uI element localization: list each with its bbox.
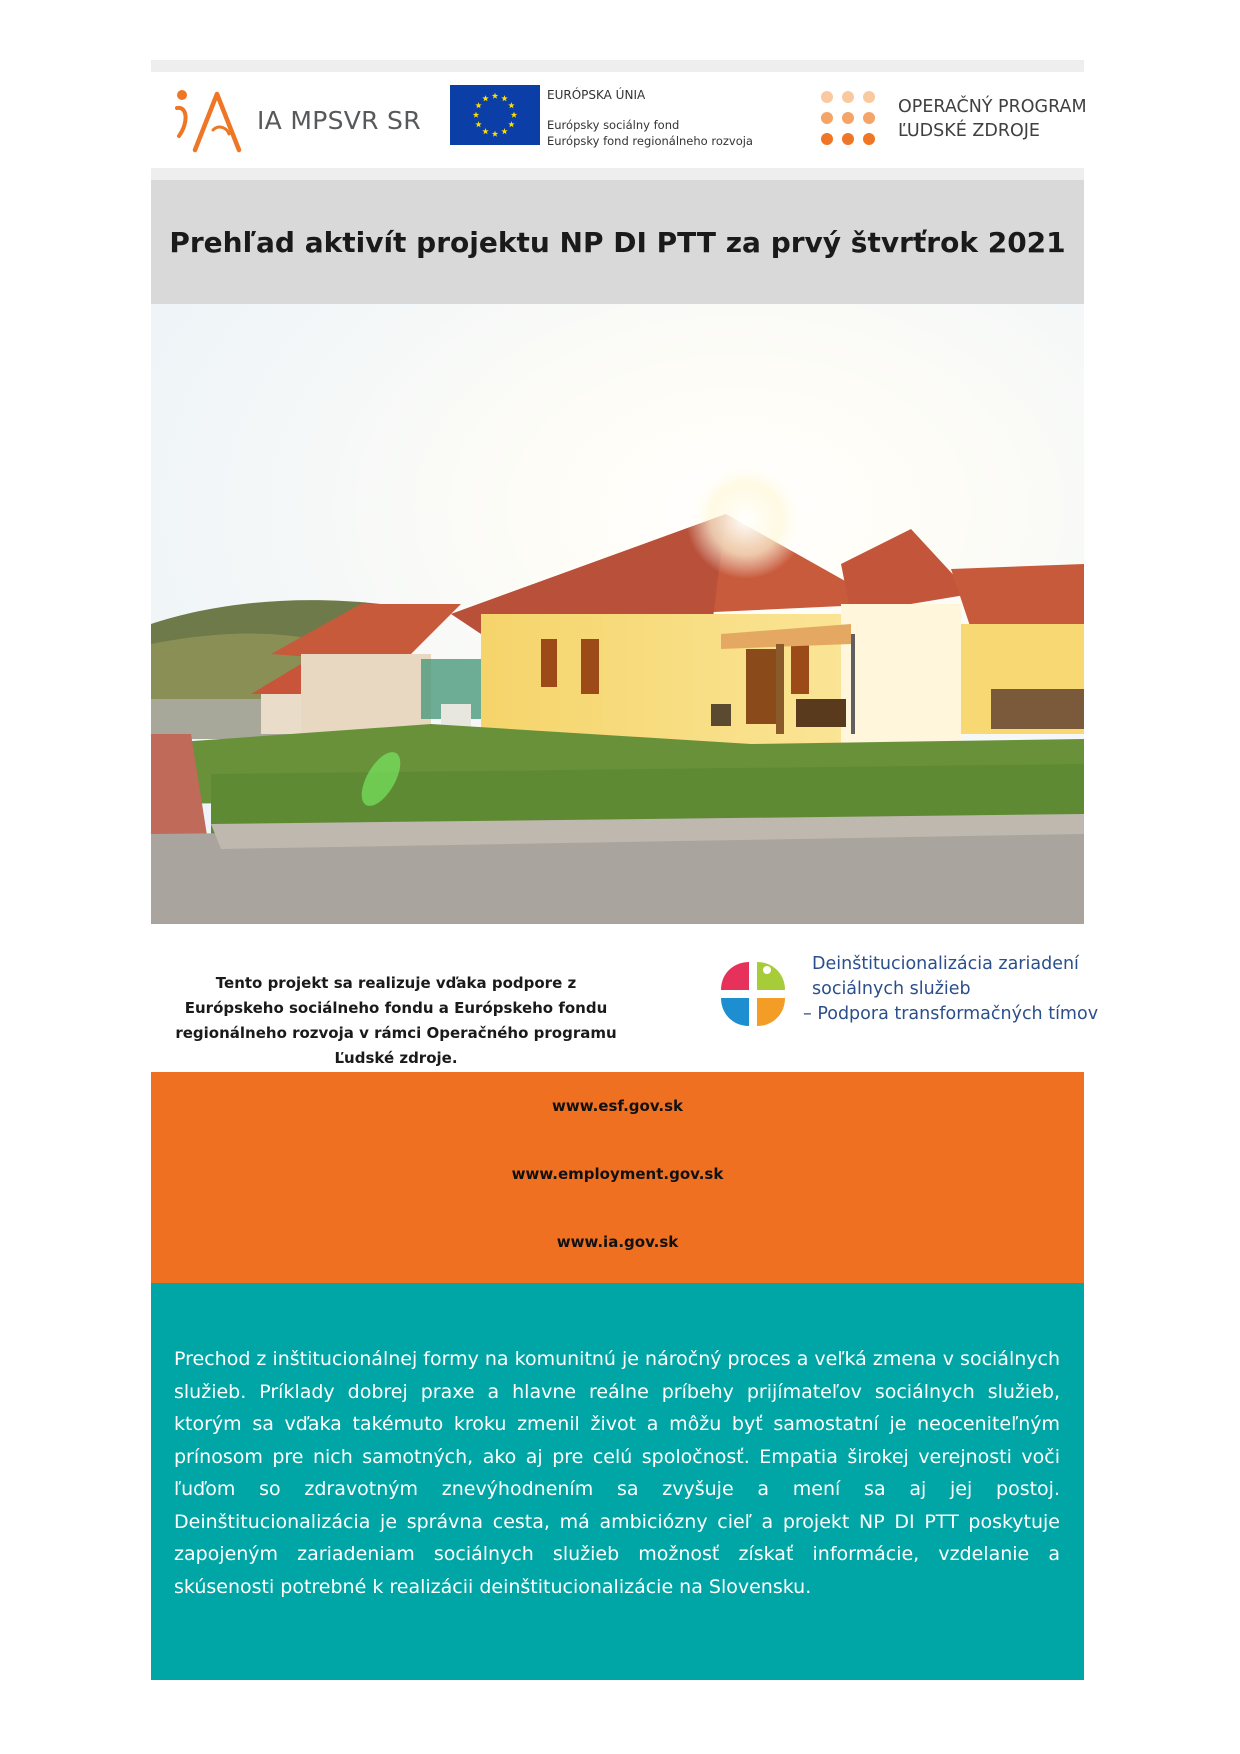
house-photo (151, 304, 1084, 924)
link-ia[interactable]: www.ia.gov.sk (556, 1233, 679, 1251)
top-strip (151, 60, 1084, 72)
title-band (151, 168, 1084, 304)
eu-title: EURÓPSKA ÚNIA (547, 88, 646, 102)
op-line-2: ĽUDSKÉ ZDROJE (898, 121, 1040, 141)
di-logo-line-3: – Podpora transformačných tímov (803, 1004, 1099, 1024)
link-esf[interactable]: www.esf.gov.sk (551, 1097, 683, 1115)
newsletter-page (151, 60, 1099, 1680)
links-band (151, 1072, 1084, 1283)
body-section (151, 1283, 1084, 1680)
eu-logo (450, 85, 770, 155)
ia-mpsvr-logo (169, 88, 421, 152)
eu-fund-line-1: Európsky sociálny fond (547, 118, 680, 132)
eu-flag-icon (450, 85, 540, 145)
dots-grid-icon (818, 88, 880, 148)
body-paragraph: Prechod z inštitucionálnej formy na komunitnú je náročný proces a veľká zmena v sociálnych služieb. Príklady dobrej praxe a hlavne reálne príbehy prijímateľov sociálnych služieb, ktorým sa vďaka takémuto kroku zmenil život a môžu byť samostatní je neoceniteľným prínosom pre nich samotných, ako aj pre celú spoločnosť. Empatia širokej verejnosti voči ľuďom so zdravotným znevýhodnením sa zvyšuje a mení sa aj jej postoj. Deinštitucionalizácia je správna cesta, má ambiciózny cieľ a projekt NP DI PTT poskytuje zapojeným zariadeniam sociálnych služieb možnosť získať informácie, vzdelanie a skúsenosti potrebné k realizácii deinštitucionalizácie na Slovensku. (174, 1348, 1060, 1598)
ia-logo-text: IA MPSVR SR (257, 106, 421, 135)
di-flower-logo-icon (717, 958, 789, 1030)
link-employment[interactable]: www.employment.gov.sk (511, 1165, 724, 1183)
support-section (151, 924, 1099, 1072)
eu-fund-line-2: Európsky fond regionálneho rozvoja (547, 134, 753, 148)
logo-header (151, 72, 1087, 168)
op-line-1: OPERAČNÝ PROGRAM (898, 97, 1087, 117)
op-ludske-zdroje-logo (818, 88, 1087, 152)
ia-logo-mark-icon (169, 88, 249, 154)
support-statement: Tento projekt sa realizuje vďaka podpore z Európskeho sociálneho fondu a Európskeho fondu regionálneho rozvoja v rámci Operačného programu Ľudské zdroje. (175, 974, 617, 1067)
di-ptt-logo (717, 954, 1099, 1034)
page-title: Prehľad aktivít projektu NP DI PTT za prvý štvrťrok 2021 (169, 225, 1066, 259)
di-logo-line-2: sociálnych služieb (812, 979, 971, 999)
di-logo-line-1: Deinštitucionalizácia zariadení (812, 954, 1079, 974)
